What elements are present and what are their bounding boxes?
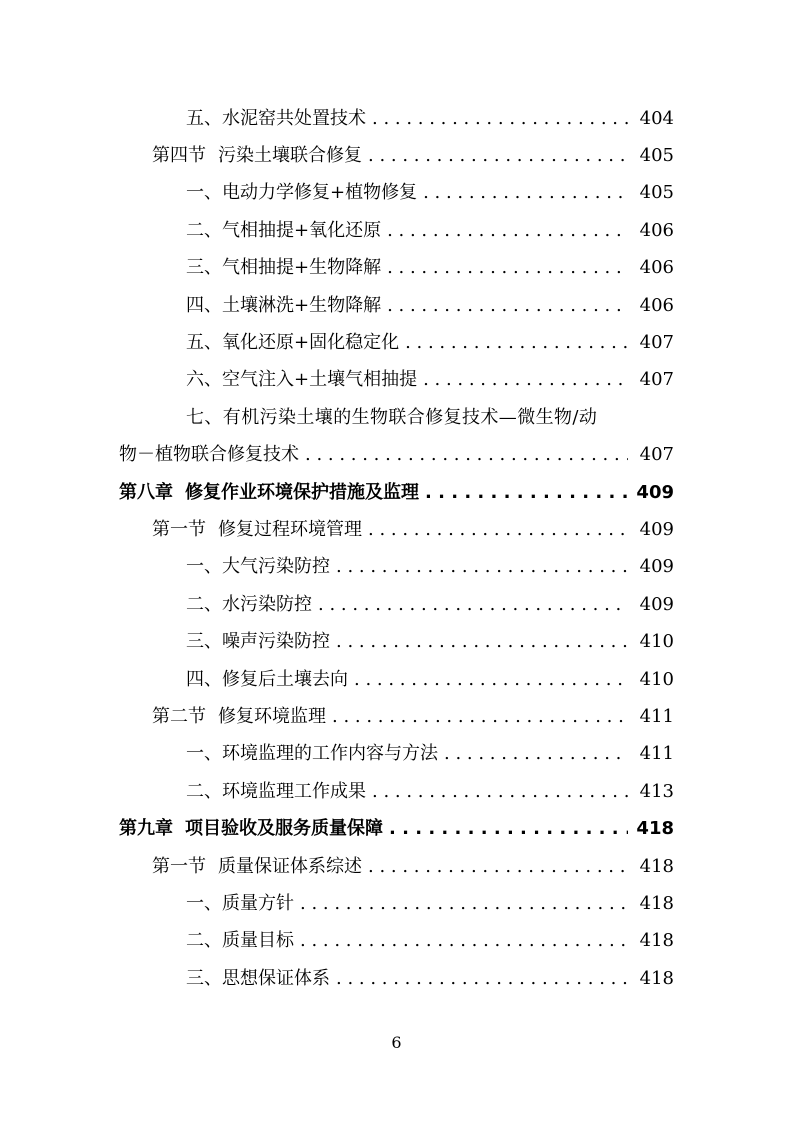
toc-entry-page: 407 <box>639 332 674 354</box>
toc-entry[interactable] <box>0 287 793 324</box>
toc-entry[interactable] <box>0 586 793 623</box>
toc-leader-dots <box>336 968 628 990</box>
toc-entry-continuation[interactable] <box>0 437 793 474</box>
toc-entry[interactable] <box>0 212 793 249</box>
section-number: 第一节 <box>152 855 206 877</box>
chapter-number: 第八章 <box>119 481 173 503</box>
table-of-contents <box>0 100 793 997</box>
toc-entry-title: 二、水污染防控 <box>186 593 312 615</box>
toc-entry[interactable] <box>0 661 793 698</box>
toc-entry[interactable] <box>0 362 793 399</box>
toc-entry-title <box>152 519 362 541</box>
toc-entry-page: 409 <box>639 518 674 540</box>
toc-entry-title: 一、电动力学修复+植物修复 <box>186 182 418 204</box>
toc-entry[interactable] <box>0 885 793 922</box>
toc-entry-page: 405 <box>639 182 674 204</box>
toc-entry-page: 406 <box>639 219 674 241</box>
page-number: 6 <box>391 1033 402 1052</box>
toc-entry-page: 413 <box>639 780 674 802</box>
toc-entry[interactable] <box>0 324 793 361</box>
toc-leader-dots <box>368 519 628 541</box>
toc-entry-title: 五、水泥窑共处置技术 <box>186 107 366 129</box>
toc-entry[interactable] <box>0 773 793 810</box>
section-title: 质量保证体系综述 <box>218 855 362 877</box>
toc-entry-page: 411 <box>639 705 674 727</box>
section-number: 第一节 <box>152 518 206 540</box>
toc-leader-dots <box>372 781 628 803</box>
toc-entry-title: 一、环境监理的工作内容与方法 <box>186 743 438 765</box>
toc-leader-dots <box>423 182 628 204</box>
toc-entry-title: 三、气相抽提+生物降解 <box>186 257 382 279</box>
toc-entry[interactable] <box>0 923 793 960</box>
toc-leader-dots <box>405 332 628 354</box>
toc-entry-title: 一、大气污染防控 <box>186 556 330 578</box>
toc-entry[interactable] <box>0 736 793 773</box>
toc-entry-page: 406 <box>639 257 674 279</box>
toc-entry-chapter[interactable] <box>0 810 793 847</box>
toc-entry-title: 物－植物联合修复技术 <box>119 444 299 466</box>
section-number: 第四节 <box>152 145 206 167</box>
toc-leader-dots <box>387 220 628 242</box>
toc-entry-title <box>119 482 419 504</box>
toc-entry-title: 二、环境监理工作成果 <box>186 780 366 802</box>
section-number: 第二节 <box>152 705 206 727</box>
toc-leader-dots <box>354 669 628 691</box>
toc-leader-dots <box>425 482 628 504</box>
chapter-number: 第九章 <box>119 818 173 840</box>
toc-entry-title: 五、氧化还原+固化稳定化 <box>186 332 400 354</box>
toc-entry-wrapped[interactable] <box>0 399 793 436</box>
toc-entry-title <box>152 145 362 167</box>
toc-leader-dots <box>389 818 628 840</box>
toc-leader-dots <box>387 295 628 317</box>
toc-entry[interactable] <box>0 175 793 212</box>
toc-entry-chapter[interactable] <box>0 474 793 511</box>
toc-entry-page: 404 <box>639 107 674 129</box>
toc-entry-page: 410 <box>639 631 674 653</box>
toc-entry[interactable] <box>0 250 793 287</box>
toc-entry-title: 一、质量方针 <box>186 892 294 914</box>
toc-entry-page: 418 <box>639 967 674 989</box>
toc-entry-title: 三、噪声污染防控 <box>186 631 330 653</box>
toc-entry-title <box>152 856 362 878</box>
toc-entry-page: 407 <box>639 444 674 466</box>
toc-entry-page: 409 <box>639 593 674 615</box>
toc-entry-page: 418 <box>639 892 674 914</box>
toc-entry-page: 407 <box>639 369 674 391</box>
chapter-title: 修复作业环境保护措施及监理 <box>185 481 419 503</box>
toc-leader-dots <box>423 369 628 391</box>
toc-entry-section[interactable] <box>0 511 793 548</box>
toc-leader-dots <box>305 444 628 466</box>
toc-entry-section[interactable] <box>0 848 793 885</box>
toc-entry-title: 二、质量目标 <box>186 930 294 952</box>
toc-entry-page: 406 <box>639 294 674 316</box>
toc-entry-title: 二、气相抽提+氧化还原 <box>186 219 382 241</box>
toc-entry-page: 418 <box>639 930 674 952</box>
toc-entry[interactable] <box>0 100 793 137</box>
toc-entry-page: 409 <box>639 556 674 578</box>
toc-entry-title: 七、有机污染土壤的生物联合修复技术—微生物/动 <box>186 406 598 428</box>
section-title: 修复过程环境管理 <box>218 518 362 540</box>
toc-leader-dots <box>368 856 628 878</box>
toc-leader-dots <box>300 930 628 952</box>
toc-entry-page: 411 <box>639 743 674 765</box>
toc-leader-dots <box>332 706 628 728</box>
toc-leader-dots <box>444 743 628 765</box>
toc-entry-title: 三、思想保证体系 <box>186 967 330 989</box>
toc-leader-dots <box>372 108 628 130</box>
toc-leader-dots <box>368 145 628 167</box>
toc-leader-dots <box>336 556 628 578</box>
toc-entry-title: 四、修复后土壤去向 <box>186 668 348 690</box>
toc-entry-section[interactable] <box>0 698 793 735</box>
section-title: 污染土壤联合修复 <box>218 145 362 167</box>
toc-entry-title <box>152 706 326 728</box>
chapter-title: 项目验收及服务质量保障 <box>185 818 383 840</box>
toc-entry-page: 409 <box>636 481 674 503</box>
toc-leader-dots <box>300 893 628 915</box>
toc-entry[interactable] <box>0 549 793 586</box>
toc-entry-page: 405 <box>639 145 674 167</box>
toc-leader-dots <box>387 257 628 279</box>
toc-entry-title <box>119 818 383 840</box>
toc-entry[interactable] <box>0 623 793 660</box>
toc-entry-page: 410 <box>639 668 674 690</box>
toc-entry-page: 418 <box>636 818 674 840</box>
toc-entry-page: 418 <box>639 855 674 877</box>
toc-entry-title: 四、土壤淋洗+生物降解 <box>186 294 382 316</box>
toc-entry-title: 六、空气注入+土壤气相抽提 <box>186 369 418 391</box>
toc-entry-section[interactable] <box>0 137 793 174</box>
toc-leader-dots <box>336 631 628 653</box>
section-title: 修复环境监理 <box>218 705 326 727</box>
toc-entry[interactable] <box>0 960 793 997</box>
toc-leader-dots <box>318 594 628 616</box>
